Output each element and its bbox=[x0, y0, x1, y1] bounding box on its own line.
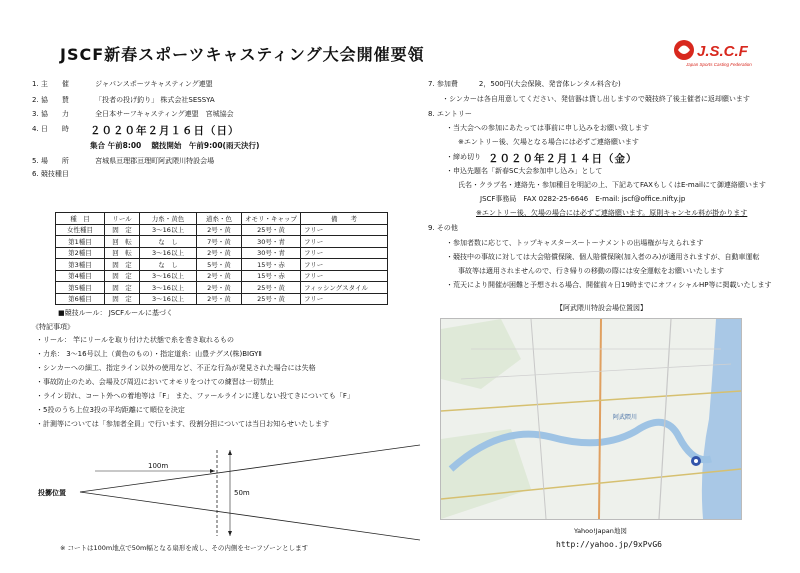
table-header-row: 種 目 リール 力糸・黄色 道糸・色 オモリ・キャップ 備 考 bbox=[56, 213, 388, 225]
other-line: 事故等は適用されませんので、行き帰りの移動の際には安全運転をお願いいたします bbox=[458, 267, 724, 275]
deadline-label: ・締め切り bbox=[446, 153, 481, 161]
table-row: 女性種目 固 定 3～16以上 2号・黄 25号・黄 フリー bbox=[56, 224, 388, 236]
item-organizer: 1. 主 催 ジャパンスポーツキャスティング連盟 bbox=[32, 80, 213, 88]
width-label: 50m bbox=[234, 489, 250, 497]
entry-warning: ※エントリー後、欠場の場合には必ずご連絡願います。原則キャンセル料が掛かります bbox=[476, 209, 748, 217]
svg-text:J.S.C.F: J.S.C.F bbox=[697, 43, 748, 60]
table-row: 第3種目 固 定 な し 5号・黄 15号・赤 フリー bbox=[56, 259, 388, 271]
diagram-note: ※ コートは100m地点で50m幅となる扇形を成し、その内側をセーフゾーンとします bbox=[60, 544, 309, 552]
item-sponsor: 2. 協 賛 「投者の投げ釣り」 株式会社SESSYA bbox=[32, 96, 215, 104]
entry-line: ※エントリー後、欠場となる場合には必ずご連絡願います bbox=[458, 138, 639, 146]
map-caption: 【阿武隈川特設会場位置図】 bbox=[556, 304, 647, 312]
deadline-date: ２０２０年２月１４日（金） bbox=[488, 153, 638, 165]
special-item: ・5投のうち上位3投の平均距離にて順位を決定 bbox=[36, 406, 185, 414]
distance-label: 100m bbox=[148, 462, 169, 470]
entry-line: ・当大会への参加にあたっては事前に申し込みをお願い致します bbox=[446, 124, 649, 132]
court-diagram bbox=[35, 440, 430, 545]
fee-note: ・シンカーは各自用意してください、発信器は貸し出しますので競技終了後主催者に返却願います bbox=[442, 95, 750, 103]
special-item: ・ライン切れ、コート外への着地等は「F」 また、ファールラインに達しない投てきについても「F」 bbox=[36, 392, 354, 400]
item-date: 4. 日 時 bbox=[32, 125, 69, 133]
entry-title: 8. エントリー bbox=[428, 110, 472, 118]
table-row: 第2種目 回 転 3～16以上 2号・黄 30号・青 フリー bbox=[56, 247, 388, 259]
map-url[interactable]: http://yahoo.jp/9xPvG6 bbox=[556, 540, 662, 549]
venue-map bbox=[440, 318, 742, 520]
other-line: ・荒天により開催が困難と予想される場合、開催前々日19時までにオフィシャルHP等に掲載いたします bbox=[446, 281, 772, 289]
entry-line: 氏名・クラブ名・連絡先・参加種目を明記の上、下記あてFAXもしくはE-mailにて御連絡願います bbox=[458, 181, 766, 189]
rule-note: ■競技ルール： JSCFルールに基づく bbox=[58, 309, 173, 317]
logo-graphic bbox=[672, 38, 764, 68]
throw-position-label: 投擲位置 bbox=[38, 489, 66, 497]
table-row: 第4種目 固 定 3～16以上 2号・黄 15号・赤 フリー bbox=[56, 270, 388, 282]
event-time: 集合 午前8:00 競技開始 午前9:00(雨天決行) bbox=[90, 141, 260, 150]
other-line: ・参加者数に応じて、トップキャスタースートーナメントの出場権が与えられます bbox=[446, 239, 704, 247]
item-venue: 5. 場 所 宮城県亘理郡亘理町阿武隈川特設会場 bbox=[32, 157, 215, 165]
river-label: 阿武隈川 bbox=[613, 414, 638, 421]
event-date: ２０２０年２月１６日（日） bbox=[90, 125, 240, 137]
table-row: 第5種目 固 定 3～16以上 2号・黄 25号・黄 フィッシングスタイル bbox=[56, 282, 388, 294]
special-item: ・シンカーへの細工、指定ライン以外の使用など、不正な行為が発見された場合には失格 bbox=[36, 364, 316, 372]
item-events: 6. 競技種目 bbox=[32, 170, 69, 178]
item-cooperation: 3. 協 力 全日本サーフキャスティング連盟 宮城協会 bbox=[32, 110, 234, 118]
other-line: ・競技中の事故に対しては大会賠償保険、個人賠償保険(加入者のみ)が適用されますが、自動車運転 bbox=[446, 253, 760, 261]
contact-line: JSCF事務局 FAX 0282-25-6646 E-mail: jscf@office.nifty.jp bbox=[480, 195, 686, 203]
events-table bbox=[55, 212, 388, 305]
map-graphic bbox=[441, 319, 741, 519]
map-credit: Yahoo!Japan地図 bbox=[574, 527, 627, 535]
special-item: ・計測等については「参加者全員」で行います、役割分担については当日お知らせいたします bbox=[36, 420, 329, 428]
table-row: 第6種目 固 定 3～16以上 2号・黄 25号・黄 フリー bbox=[56, 293, 388, 305]
table-row: 第1種目 回 転 な し 7号・黄 30号・青 フリー bbox=[56, 236, 388, 248]
special-title: 《特記事項》 bbox=[32, 323, 74, 331]
jscf-logo bbox=[672, 38, 764, 68]
special-item: ・力糸： 3～16号以上（黄色のもの）・指定道糸：山豊テグス(株)BIGYⅡ bbox=[36, 350, 262, 358]
other-title: 9. その他 bbox=[428, 224, 458, 232]
special-item: ・事故防止のため、会場及び周辺においてオモリをつけての練習は一切禁止 bbox=[36, 378, 274, 386]
svg-text:Japan Sports Casting Federatio: Japan Sports Casting Federation bbox=[686, 62, 752, 67]
fee-line: 7. 参加費 2，500円(大会保険、発音体レンタル料含む) bbox=[428, 80, 621, 88]
page-title: JSCF新春スポーツキャスティング大会開催要領 bbox=[60, 45, 425, 64]
entry-line: ・申込先題名「新春SC大会参加申し込み」として bbox=[446, 167, 603, 175]
special-item: ・リール： 竿にリールを取り付けた状態で糸を巻き取れるもの bbox=[36, 336, 234, 344]
